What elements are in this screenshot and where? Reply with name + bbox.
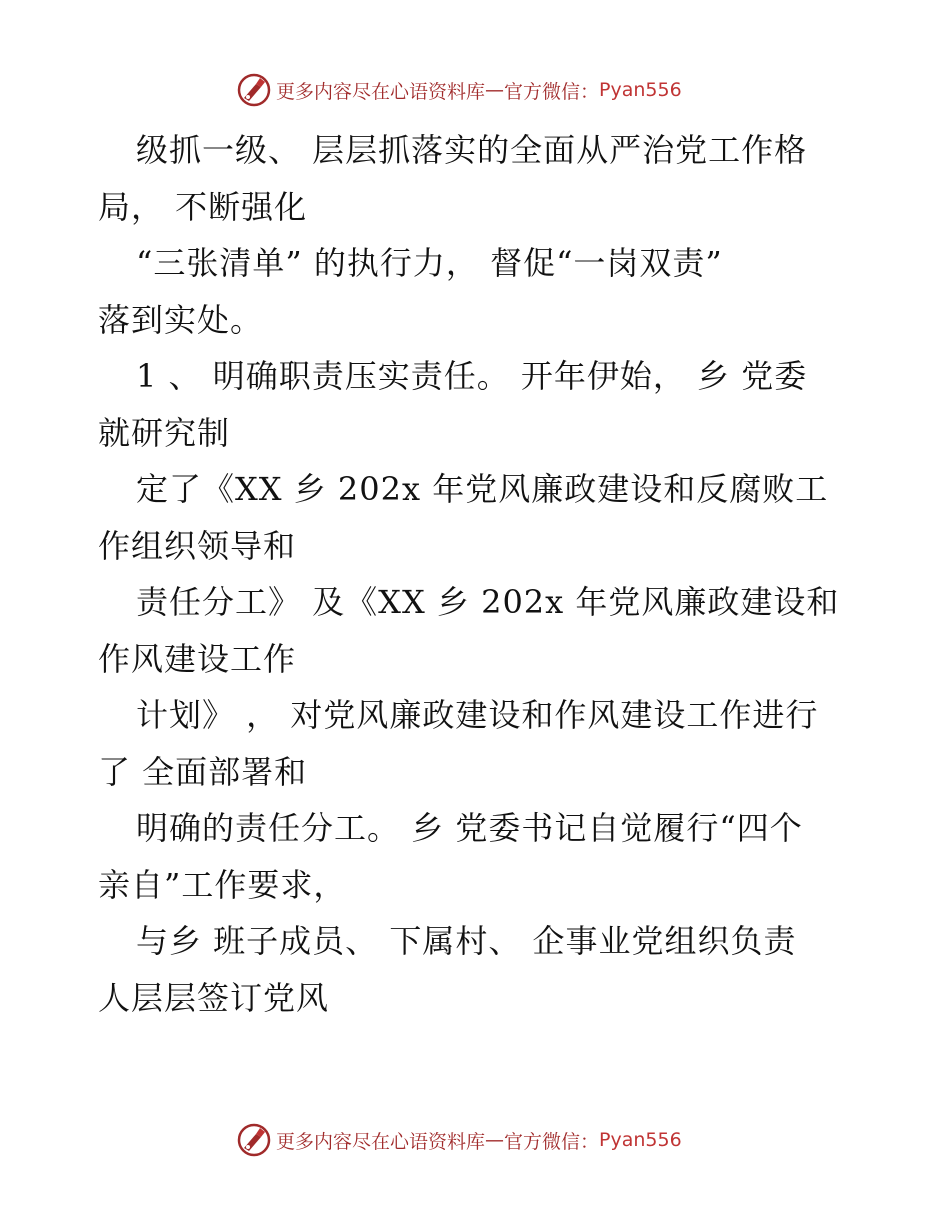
watermark-wechat-id: Pyan556 — [599, 1129, 682, 1151]
watermark-dash: — — [485, 79, 505, 101]
pen-logo-icon — [236, 72, 272, 108]
body-line: 级抓一级、 层层抓落实的全面从严治党工作格 — [136, 131, 808, 169]
body-line: 亲自”工作要求， — [98, 865, 347, 904]
body-line: 明确的责任分工。 乡 党委书记自觉履行“四个 — [136, 809, 803, 847]
body-line: 了 全面部署和 — [98, 752, 308, 791]
watermark-dash: — — [485, 1129, 505, 1151]
body-line: 局， 不断强化 — [98, 187, 308, 226]
watermark-site-text: 更多内容尽在心语资料库 — [276, 80, 486, 103]
pen-logo-icon — [236, 1122, 272, 1158]
body-line: 就研究制 — [98, 413, 231, 452]
watermark-wechat-id: Pyan556 — [599, 79, 682, 101]
footer-watermark — [236, 1122, 682, 1158]
body-line: 人层层签订党风 — [98, 978, 330, 1017]
document-body — [98, 122, 878, 1026]
body-line: 计划》 ， 对党风廉政建设和作风建设工作进行 — [136, 696, 819, 734]
body-line: 落到实处。 — [98, 300, 264, 339]
body-line: “三张清单” 的执行力， 督促“一岗双责” — [136, 244, 723, 282]
body-line: 作风建设工作 — [98, 639, 297, 678]
watermark-label: 官方微信： — [504, 80, 600, 103]
body-line: 责任分工》 及《XX 乡 202x 年党风廉政建设和 — [136, 583, 840, 621]
body-line: 1 、 明确职责压实责任。 开年伊始， 乡 党委 — [136, 357, 808, 395]
body-line: 作组织领导和 — [98, 526, 297, 565]
body-line: 与乡 班子成员、 下属村、 企事业党组织负责 — [136, 922, 797, 960]
watermark-site-text: 更多内容尽在心语资料库 — [276, 1130, 486, 1153]
header-watermark — [236, 72, 682, 108]
body-line: 定了《XX 乡 202x 年党风廉政建设和反腐败工 — [136, 470, 829, 508]
watermark-label: 官方微信： — [504, 1130, 600, 1153]
